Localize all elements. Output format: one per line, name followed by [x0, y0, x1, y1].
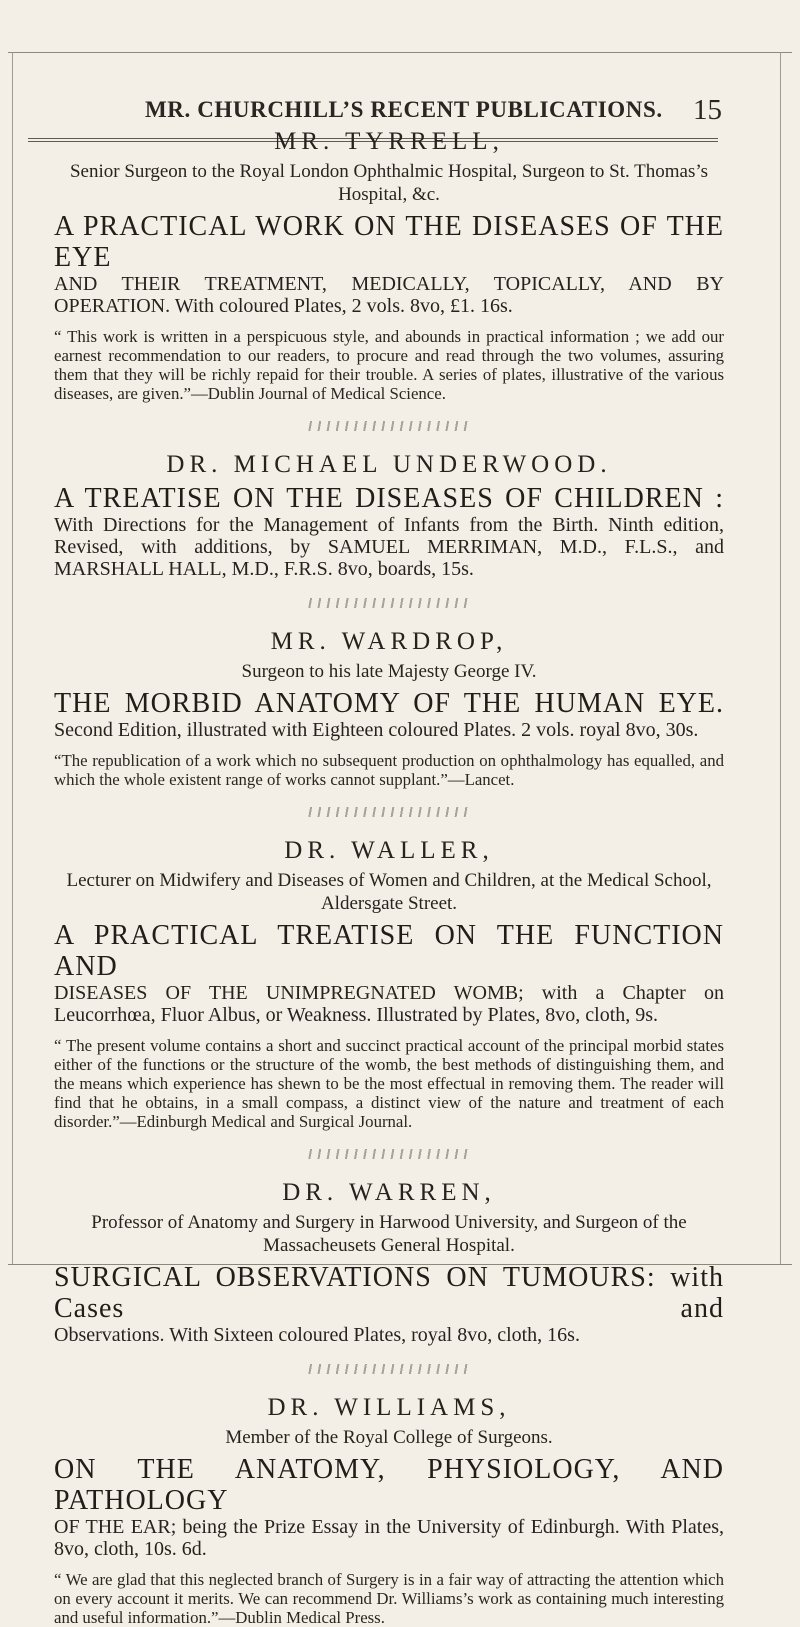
book-author-position: Lecturer on Midwifery and Diseases of Women and Children, at the Medical School, Aldersgate Street. — [66, 870, 712, 914]
section-divider — [305, 1364, 473, 1374]
book-details: AND THEIR TREATMENT, MEDICALLY, TOPICALLY, AND BY OPERATION. With coloured Plates, 2 vols. 8vo, £1. 16s. — [54, 273, 724, 317]
book-title: A TREATISE ON THE DISEASES OF CHILDREN : — [54, 483, 724, 514]
book-author: DR. MICHAEL UNDERWOOD. — [166, 451, 612, 478]
book-author: MR. TYRRELL, — [274, 128, 504, 155]
book-author-position: Member of the Royal College of Surgeons. — [225, 1427, 553, 1448]
book-review: “ The present volume contains a short and succinct practical account of the principal morbid states either of the functions or the structure of the womb, the best methods of distinguishing them, and the means which experience has shewn to be the most effectual in removing them. The reader will find that he obtains, in a small compass, a distinct view of the nature and treatment of each disorder.”—Edinburgh Medical and Surgical Journal. — [54, 1036, 724, 1131]
book-review: “The republication of a work which no subsequent production on ophthalmology has equalled, and which the whole existent range of works cannot supplant.”—Lancet. — [54, 751, 724, 789]
section-divider — [305, 598, 473, 608]
section-divider — [305, 807, 473, 817]
running-title: MR. CHURCHILL’S RECENT PUBLICATIONS. — [145, 97, 663, 122]
book-entry-wardrop — [54, 628, 724, 789]
book-author-position: Surgeon to his late Majesty George IV. — [241, 661, 537, 682]
book-title: A PRACTICAL TREATISE ON THE FUNCTION AND — [54, 920, 724, 982]
book-title: A PRACTICAL WORK ON THE DISEASES OF THE EYE — [54, 211, 724, 273]
book-entry-waller — [54, 837, 724, 1131]
left-border — [12, 52, 13, 1264]
book-entry-tyrrell — [54, 128, 724, 403]
book-review: “ We are glad that this neglected branch of Surgery is in a fair way of attracting the attention which on every account it merits. We can recommend Dr. Williams’s work as containing much interesting and useful information.”—Dublin Medical Press. — [54, 1570, 724, 1627]
book-entry-williams — [54, 1394, 724, 1627]
book-details: OF THE EAR; being the Prize Essay in the University of Edinburgh. With Plates, 8vo, cloth, 10s. 6d. — [54, 1516, 724, 1560]
top-border — [8, 52, 792, 53]
book-review: “ This work is written in a perspicuous style, and abounds in practical information ; we add our earnest recommendation to our readers, to procure and read through the two volumes, assuring them that they will be richly repaid for their trouble. A series of plates, illustrative of the various diseases, are given.”—Dublin Journal of Medical Science. — [54, 327, 724, 403]
book-title: THE MORBID ANATOMY OF THE HUMAN EYE. — [54, 688, 724, 719]
book-listings — [54, 128, 724, 1627]
book-author-position: Senior Surgeon to the Royal London Ophthalmic Hospital, Surgeon to St. Thomas’s Hospital, &c. — [69, 161, 709, 205]
section-divider — [305, 1149, 473, 1159]
book-details: With Directions for the Management of Infants from the Birth. Ninth edition, Revised, with additions, by SAMUEL MERRIMAN, M.D., F.L.S., and MARSHALL HALL, M.D., F.R.S. 8vo, boards, 15s. — [54, 514, 724, 580]
book-entry-underwood — [54, 451, 724, 580]
section-divider — [305, 421, 473, 431]
book-entry-warren — [54, 1179, 724, 1346]
page-number: 15 — [693, 93, 722, 126]
book-author: DR. WARREN, — [282, 1179, 496, 1206]
book-details: Observations. With Sixteen coloured Plates, royal 8vo, cloth, 16s. — [54, 1324, 580, 1346]
book-author: DR. WALLER, — [284, 837, 494, 864]
book-author: MR. WARDROP, — [270, 628, 508, 655]
book-title: SURGICAL OBSERVATIONS ON TUMOURS: with Cases and — [54, 1262, 724, 1324]
book-details: DISEASES OF THE UNIMPREGNATED WOMB; with a Chapter on Leucorrhœa, Fluor Albus, or Weakness. Illustrated by Plates, 8vo, cloth, 9s. — [54, 982, 724, 1026]
book-details: Second Edition, illustrated with Eighteen coloured Plates. 2 vols. royal 8vo, 30s. — [54, 719, 699, 741]
book-author: DR. WILLIAMS, — [267, 1394, 511, 1421]
book-author-position: Professor of Anatomy and Surgery in Harwood University, and Surgeon of the Massacheusets General Hospital. — [91, 1212, 687, 1256]
right-border — [780, 52, 781, 1264]
book-title: ON THE ANATOMY, PHYSIOLOGY, AND PATHOLOGY — [54, 1454, 724, 1516]
